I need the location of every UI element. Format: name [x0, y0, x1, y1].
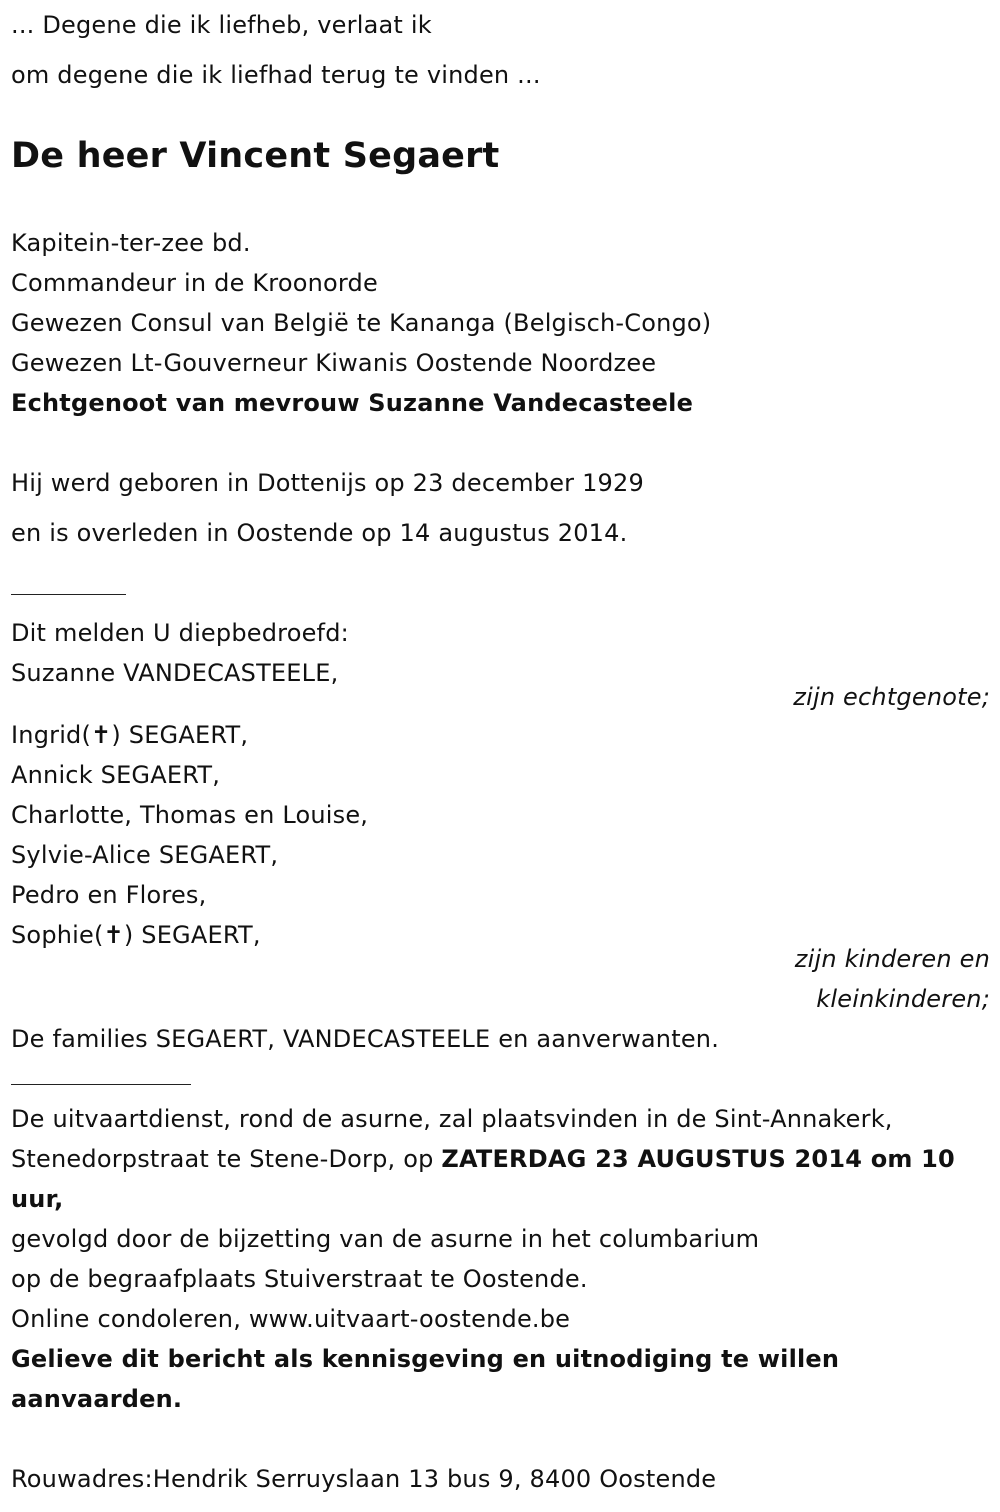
mourners-intro: Dit melden U diepbedroefd:: [11, 619, 349, 647]
spouse-line: Echtgenoot van mevrouw Suzanne Vandecasteele: [11, 389, 694, 417]
service-line-2: [11, 1144, 955, 1174]
title-line-2: Commandeur in de Kroonorde: [11, 269, 378, 297]
mourner-spouse: Suzanne VANDECASTEELE,: [11, 659, 339, 687]
service-line-5: op de begraafplaats Stuiverstraat te Oostende.: [11, 1265, 588, 1293]
mourning-address: Rouwadres:Hendrik Serruyslaan 13 bus 9, 8400 Oostende: [11, 1465, 717, 1493]
spouse-role: zijn echtgenote;: [793, 683, 990, 711]
service-location: Stenedorpstraat te Stene-Dorp, op: [11, 1145, 442, 1173]
service-line-4: gevolgd door de bijzetting van de asurne in het columbarium: [11, 1225, 760, 1253]
children-role-line-1: zijn kinderen en: [794, 945, 990, 973]
notice-line-1: Gelieve dit bericht als kennisgeving en uitnodiging te willen: [11, 1345, 840, 1373]
child-line-2: Annick SEGAERT,: [11, 761, 221, 789]
service-line-3: uur,: [11, 1185, 64, 1213]
section-divider: [11, 1084, 191, 1085]
title-line-4: Gewezen Lt-Gouverneur Kiwanis Oostende Noordzee: [11, 349, 657, 377]
quote-line-2: om degene die ik liefhad terug te vinden ...: [11, 61, 541, 89]
child-line-4: Sylvie-Alice SEGAERT,: [11, 841, 279, 869]
title-line-1: Kapitein-ter-zee bd.: [11, 229, 251, 257]
death-line: en is overleden in Oostende op 14 augustus 2014.: [11, 519, 628, 547]
notice-line-2: aanvaarden.: [11, 1385, 183, 1413]
deceased-name: De heer Vincent Segaert: [11, 136, 500, 176]
service-date: ZATERDAG 23 AUGUSTUS 2014 om 10: [441, 1145, 955, 1173]
quote-line-1: ... Degene die ik liefheb, verlaat ik: [11, 11, 432, 39]
child-line-5: Pedro en Flores,: [11, 881, 207, 909]
child-line-1: Ingrid(✝) SEGAERT,: [11, 721, 249, 749]
families-line: De families SEGAERT, VANDECASTEELE en aanverwanten.: [11, 1025, 720, 1053]
birth-line: Hij werd geboren in Dottenijs op 23 december 1929: [11, 469, 644, 497]
section-divider: [11, 594, 126, 595]
online-condolences: Online condoleren, www.uitvaart-oostende.be: [11, 1305, 571, 1333]
title-line-3: Gewezen Consul van België te Kananga (Belgisch-Congo): [11, 309, 712, 337]
child-line-6: Sophie(✝) SEGAERT,: [11, 921, 261, 949]
child-line-3: Charlotte, Thomas en Louise,: [11, 801, 369, 829]
service-line-1: De uitvaartdienst, rond de asurne, zal plaatsvinden in de Sint-Annakerk,: [11, 1105, 893, 1133]
children-role-line-2: kleinkinderen;: [816, 985, 990, 1013]
